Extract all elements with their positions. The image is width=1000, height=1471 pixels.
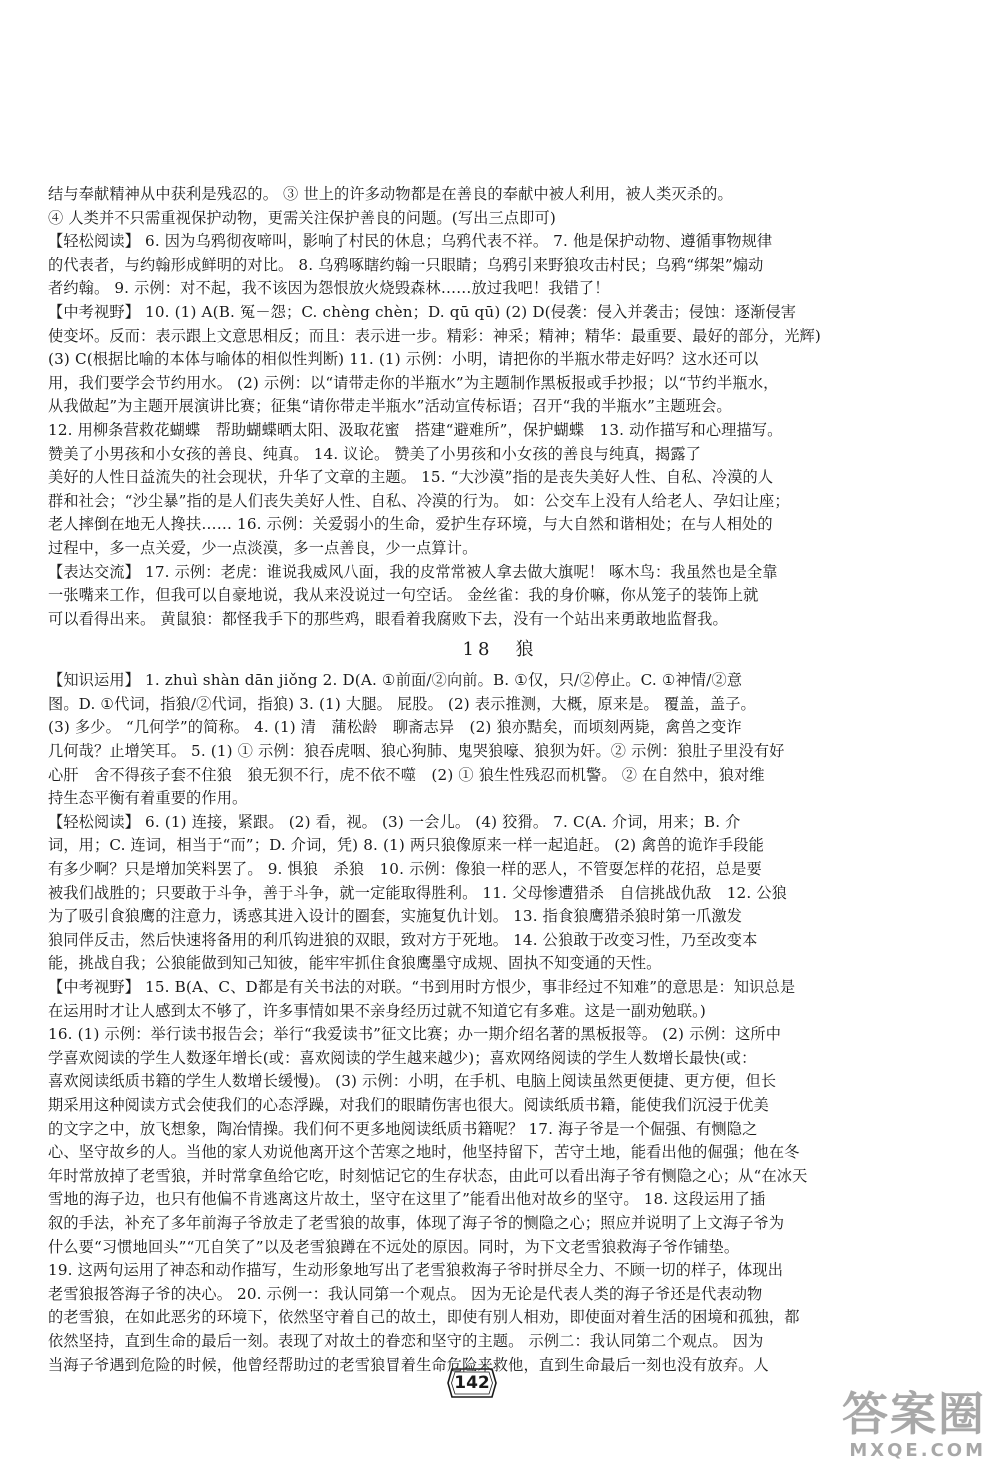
text-line: 从我做起”为主题开展演讲比赛；征集“请你带走半瓶水”活动宣传标语；召开“我的半瓶水”主题班会。 xyxy=(48,397,732,416)
watermark-title: 答案圈 xyxy=(842,1387,986,1441)
text-line: 年时常放掉了老雪狼，并时常拿鱼给它吃，时刻惦记它的生存状态，由此可以看出海子爷有恻隐之心；从“在冰天 xyxy=(48,1166,808,1185)
text-line: 【表达交流】 17. 示例：老虎：谁说我威风八面，我的皮常常被人拿去做大旗呢！ 啄木鸟：我虽然也是全靠 xyxy=(48,562,778,581)
text-line: 能，挑战自我；公狼能做到知己知彼，能牢牢抓住食狼鹰墨守成规、固执不知变通的天性。 xyxy=(48,954,662,973)
text-line: ④ 人类并不只需重视保护动物，更需关注保护善良的问题。(写出三点即可) xyxy=(48,208,556,227)
text-line: 使变坏。反而：表示跟上文意思相反；而且：表示进一步。精彩：神采；精神；精华：最重要、最好的部分，光辉) xyxy=(48,326,821,345)
text-line: 依然坚持，直到生命的最后一刻。表现了对故土的眷恋和坚守的主题。 示例二：我认同第二个观点。 因为 xyxy=(48,1331,764,1350)
text-line: 者约翰。 9. 示例：对不起，我不该因为怨恨放火烧毁森林……放过我吧！我错了！ xyxy=(48,279,610,298)
text-line: 当海子爷遇到危险的时候，他曾经帮助过的老雪狼冒着生命危险来救他，直到生命最后一刻也没有放弃。人 xyxy=(48,1355,769,1374)
text-line: 【中考视野】 10. (1) A(B. 冤－怨；C. chèng chèn；D. qū qū) (2) D(侵袭：侵入并袭击；侵蚀：逐渐侵害 xyxy=(48,302,797,321)
text-line: 结与奉献精神从中获利是残忍的。 ③ 世上的许多动物都是在善良的奉献中被人利用，被人类灭杀的。 xyxy=(48,185,733,203)
text-line: 在运用时才让人感到太不够了，许多事情如果不亲身经历过就不知道它有多难。这是一副劝勉联。) xyxy=(48,1001,706,1020)
text-line: 美好的人性日益流失的社会现状，升华了文章的主题。 15. “大沙漠”指的是丧失美好人性、自私、冷漠的人 xyxy=(48,468,774,487)
answer-content xyxy=(48,183,952,1377)
text-line: 过程中，多一点关爱，少一点淡漠，多一点善良，少一点算计。 xyxy=(48,538,478,557)
text-line: 16. (1) 示例：举行读书报告会；举行“我爱读书”征文比赛；办一期介绍名著的黑板报等。 (2) 示例：这所中 xyxy=(48,1025,782,1044)
text-line: 【轻松阅读】 6. 因为乌鸦彻夜啼叫，影响了村民的休息；乌鸦代表不祥。 7. 他是保护动物、遵循事物规律 xyxy=(48,232,773,251)
text-line: 被我们战胜的；只要敢于斗争，善于斗争，就一定能取得胜利。 11. 父母惨遭猎杀 自信挑战仇敌 12. 公狼 xyxy=(48,883,787,902)
text-line: (3) C(根据比喻的本体与喻体的相似性判断) 11. (1) 示例：小明，请把你的半瓶水带走好吗？这水还可以 xyxy=(48,350,759,369)
text-line: 图。D. ①代词，指狼/②代词，指狼) 3. (1) 大腿。 屁股。 (2) 表示推测，大概，原来是。 覆盖，盖子。 xyxy=(48,694,756,713)
page-number: 142 xyxy=(454,1373,490,1393)
text-line: 叙的手法，补充了多年前海子爷放走了老雪狼的故事，体现了海子爷的恻隐之心；照应并说明了上文海子爷为 xyxy=(48,1213,785,1232)
text-line: 【轻松阅读】 6. (1) 连接，紧跟。 (2) 看，视。 (3) 一会儿。 (4) 狡猾。 7. C(A. 介词，用来；B. 介 xyxy=(48,812,741,831)
text-line: 一张嘴来工作，但我可以自豪地说，我从来没说过一句空话。 金丝雀：我的身价嘛，你从笼子的装饰上就 xyxy=(48,586,759,605)
watermark-logo xyxy=(742,1388,992,1468)
text-line: 用，我们要学会节约用水。 (2) 示例：以“请带走你的半瓶水”为主题制作黑板报或手抄报；以“节约半瓶水， xyxy=(48,373,779,392)
text-line: 词，用；C. 连词，相当于“而”；D. 介词，凭) 8. (1) 两只狼像原来一样一起追赶。 (2) 禽兽的诡诈手段能 xyxy=(48,836,764,855)
text-line: 为了吸引食狼鹰的注意力，诱惑其进入设计的圈套，实施复仇计划。 13. 指食狼鹰猎杀狼时第一爪激发 xyxy=(48,907,743,926)
text-line: 持生态平衡有着重要的作用。 xyxy=(48,789,248,808)
text-line: 心肝 舍不得孩子套不住狼 狼无狈不行，虎不依不噬 (2) ① 狼生性残忍而机警。 ② 在自然中，狼对维 xyxy=(48,765,765,784)
text-line: 赞美了小男孩和小女孩的善良、纯真。 14. 议论。 赞美了小男孩和小女孩的善良与纯真，揭露了 xyxy=(48,444,702,463)
text-line: 狼同伴反击，然后快速将备用的利爪钩进狼的双眼，致对方于死地。 14. 公狼敢于改变习性，乃至改变本 xyxy=(48,930,758,949)
section-title: 18 狼 xyxy=(462,639,538,661)
text-line: 老人摔倒在地无人搀扶…… 16. 示例：关爱弱小的生命，爱护生存环境，与大自然和谐相处；在与人相处的 xyxy=(48,515,773,534)
text-line: 几何哉？止增笑耳。 5. (1) ① 示例：狼吞虎咽、狼心狗肺、鬼哭狼嚎、狼狈为奸。② 示例：狼肚子里没有好 xyxy=(48,742,785,761)
text-line: 群和社会；“沙尘暴”指的是人们丧失美好人性、自私、冷漠的行为。 如：公交车上没有人给老人、孕妇让座； xyxy=(48,491,790,510)
text-line: 雪地的海子边，也只有他偏不肯逃离这片故土，坚守在这里了”能看出他对故乡的坚守。 18. 这段运用了插 xyxy=(48,1190,766,1209)
text-line: 心、坚守故乡的人。当他的家人劝说他离开这个苦寒之地时，他坚持留下，苦守土地，能看出他的倔强；他在冬 xyxy=(48,1143,800,1162)
text-line: 学喜欢阅读的学生人数逐年增长(或：喜欢阅读的学生越来越少)；喜欢网络阅读的学生人数增长最快(或： xyxy=(48,1048,757,1067)
text-line: 老雪狼报答海子爷的决心。 20. 示例一：我认同第一个观点。 因为无论是代表人类的海子爷还是代表动物 xyxy=(48,1284,763,1303)
text-line: 【知识运用】 1. zhuì shàn dān jiǒng 2. D(A. ①前面/②向前。B. ①仅，只/②停止。C. ①神情/②意 xyxy=(48,671,743,690)
text-line: 期采用这种阅读方式会使我们的心态浮躁，对我们的眼睛伤害也很大。阅读纸质书籍，能使我们沉浸于优美 xyxy=(48,1095,769,1114)
text-line: 12. 用柳条营救花蝴蝶 帮助蝴蝶晒太阳、汲取花蜜 搭建“避难所”，保护蝴蝶 13. 动作描写和心理描写。 xyxy=(48,420,783,439)
answers-part-1 xyxy=(48,183,952,631)
text-line: 什么要“习惯地回头”“兀自笑了”以及老雪狼蹲在不远处的原因。同时，为下文老雪狼救海子爷作铺垫。 xyxy=(48,1237,740,1256)
watermark-url: MXQE.COM xyxy=(849,1440,986,1461)
text-line: (3) 多少。 “几何学”的简称。 4. (1) 清 蒲松龄 聊斋志异 (2) 狼亦黠矣，而顷刻两毙，禽兽之变诈 xyxy=(48,718,742,737)
text-line: 的代表者，与约翰形成鲜明的对比。 8. 乌鸦啄瞎约翰一只眼睛；乌鸦引来野狼攻击村民；乌鸦“绑架”煽动 xyxy=(48,255,764,274)
text-line: 【中考视野】 15. B(A、C、D都是有关书法的对联。“书到用时方恨少，事非经过不知难”的意思是：知识总是 xyxy=(48,978,796,996)
answers-part-2 xyxy=(48,669,952,1377)
text-line: 19. 这两句运用了神态和动作描写，生动形象地写出了老雪狼救海子爷时拼尽全力、不顾一切的样子，体现出 xyxy=(48,1261,784,1280)
text-line: 的文字之中，放飞想象，陶冶情操。我们何不更多地阅读纸质书籍呢？ 17. 海子爷是一个倔强、有恻隐之 xyxy=(48,1119,758,1138)
page-number-badge xyxy=(446,1365,498,1401)
text-line: 喜欢阅读纸质书籍的学生人数增长缓慢)。 (3) 示例：小明，在手机、电脑上阅读虽然更便捷、更方便，但长 xyxy=(48,1072,777,1091)
text-line: 有多少啊？只是增加笑料罢了。 9. 惧狼 杀狼 10. 示例：像狼一样的恶人，不管耍怎样的花招，总是要 xyxy=(48,860,762,879)
text-line: 的老雪狼，在如此恶劣的环境下，依然坚守着自己的故土，即使有别人相劝，即使面对着生活的困境和孤独，都 xyxy=(48,1308,800,1327)
text-line: 可以看得出来。 黄鼠狼：都怪我手下的那些鸡，眼看着我腐败下去，没有一个站出来勇敢地监督我。 xyxy=(48,609,728,628)
